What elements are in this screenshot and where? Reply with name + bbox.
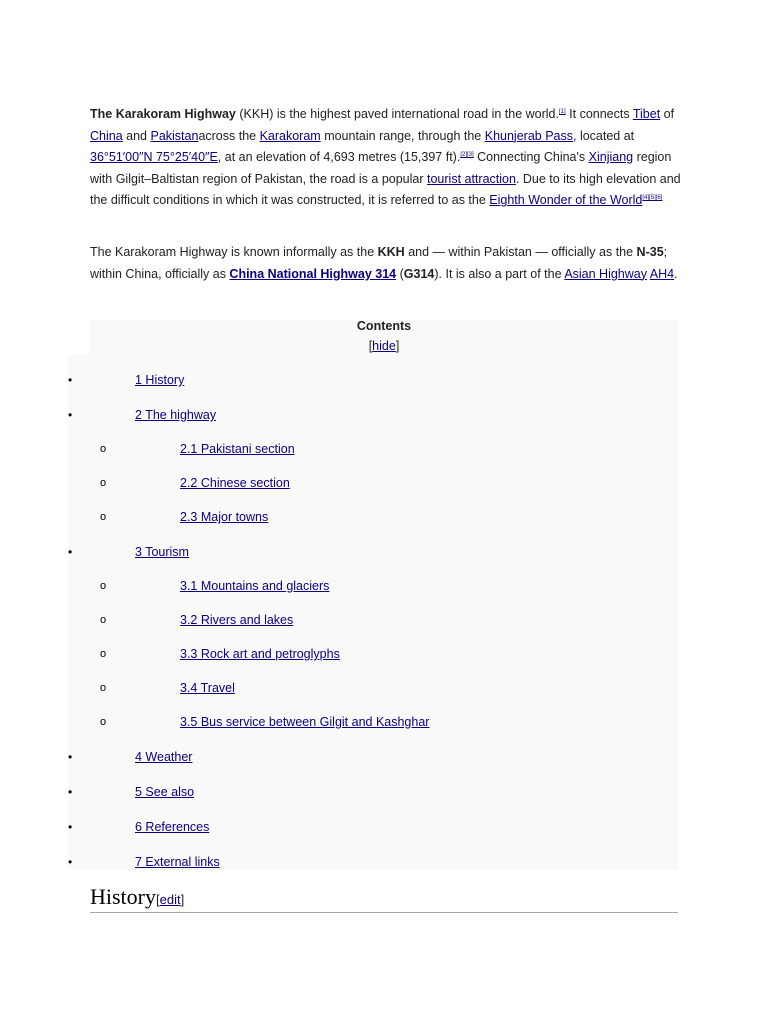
sub-bullet-icon: o (100, 477, 107, 489)
sub-bullet-icon: o (100, 443, 107, 455)
bold-g314: G314 (403, 266, 435, 281)
bold-kkh: KKH (377, 245, 405, 259)
toc-title: Contents (356, 319, 412, 333)
section-title: History (90, 884, 156, 909)
toc-link[interactable]: 2.3 Major towns (180, 510, 269, 524)
toc-link[interactable]: 3.3 Rock art and petroglyphs (180, 647, 340, 661)
text: The Karakoram Highway is known informally as the (90, 245, 378, 259)
link-eighth-wonder[interactable]: Eighth Wonder of the World (489, 193, 643, 208)
intro-paragraph-2 (90, 242, 682, 285)
text: across the (198, 128, 260, 143)
text: ; within China, officially as (90, 245, 668, 281)
bullet-icon: • (68, 855, 73, 869)
sub-bullet-icon: o (100, 648, 107, 660)
citation-2-3[interactable]: [2][3] (460, 152, 474, 159)
link-karakoram[interactable]: Karakoram (259, 128, 321, 143)
link-xinjiang[interactable]: Xinjiang (588, 150, 634, 165)
text: of (660, 107, 675, 121)
toc-link[interactable]: 3.2 Rivers and lakes (180, 613, 294, 627)
bullet-icon: • (68, 750, 73, 764)
link-khunjerab-pass[interactable]: Khunjerab Pass (484, 128, 573, 143)
link-ah4[interactable]: AH4 (649, 266, 675, 281)
text: . Due to its high elevation and the difficult conditions in which it was constructed, it is referred to as the (90, 171, 681, 208)
citation-4-5-6[interactable]: [4][5][6] (642, 195, 663, 202)
link-coordinates[interactable]: 36°51′00″N 75°25′40″E (90, 150, 218, 165)
toc-toggle (90, 338, 678, 354)
sub-bullet-icon: o (100, 580, 107, 592)
toc-link[interactable]: 6 References (135, 820, 210, 834)
link-china[interactable]: China (90, 128, 123, 143)
toc-link[interactable]: 3.5 Bus service between Gilgit and Kashghar (180, 715, 430, 729)
section-edit (156, 892, 184, 907)
toc-link[interactable]: 5 See also (135, 785, 195, 799)
text: , located at (573, 128, 635, 143)
toc-link[interactable]: 3.1 Mountains and glaciers (180, 579, 330, 593)
sub-bullet-icon: o (100, 716, 107, 728)
text: (KKH) is the highest paved international road in the world. (235, 107, 559, 121)
toc-link[interactable]: 2.1 Pakistani section (180, 442, 295, 456)
link-asian-highway[interactable]: Asian Highway (564, 266, 647, 281)
text: region with Gilgit–Baltistan region of Pakistan, the road is a popular (90, 150, 672, 186)
toc-hide-link[interactable]: hide (372, 339, 396, 353)
text: It connects (565, 107, 633, 121)
bracket: ] (395, 339, 400, 353)
bracket: [ (156, 892, 160, 907)
bullet-icon: • (68, 820, 73, 834)
text: . (674, 266, 678, 281)
sub-bullet-icon: o (100, 682, 107, 694)
link-tourist-attraction[interactable]: tourist attraction (427, 171, 516, 186)
text: mountain range, through the (320, 128, 485, 143)
toc-link[interactable]: 2.2 Chinese section (180, 476, 290, 490)
bracket: [ (368, 339, 373, 353)
section-heading-history (90, 884, 678, 913)
text: and — within Pakistan — officially as the (404, 245, 637, 259)
toc-link[interactable]: 1 History (135, 373, 185, 387)
edit-link[interactable]: edit (159, 892, 181, 907)
bullet-icon: • (68, 785, 73, 799)
text: and (122, 128, 151, 143)
link-pakistan[interactable]: Pakistan (150, 128, 199, 143)
toc-link[interactable]: 2 The highway (135, 408, 217, 422)
intro-paragraph-1 (90, 104, 682, 212)
bold-n35: N-35 (636, 245, 664, 259)
citation-1[interactable]: [1] (559, 108, 566, 115)
bracket: ] (180, 892, 185, 907)
article-title-bold: The Karakoram Highway (90, 107, 236, 121)
sub-bullet-icon: o (100, 614, 107, 626)
toc-link[interactable]: 4 Weather (135, 750, 193, 764)
text: ( (396, 266, 404, 281)
sub-bullet-icon: o (100, 511, 107, 523)
link-china-national-highway-314[interactable]: China National Highway 314 (229, 266, 397, 281)
bullet-icon: • (68, 408, 73, 422)
text: ). It is also a part of the (434, 266, 565, 281)
link-tibet[interactable]: Tibet (632, 107, 661, 121)
toc-link[interactable]: 7 External links (135, 855, 220, 869)
bullet-icon: • (68, 545, 73, 559)
toc-link[interactable]: 3.4 Travel (180, 681, 235, 695)
text: Connecting China's (473, 150, 589, 165)
text: , at an elevation of 4,693 metres (15,397 ft). (217, 150, 461, 165)
bullet-icon: • (68, 373, 73, 387)
toc-link[interactable]: 3 Tourism (135, 545, 189, 559)
